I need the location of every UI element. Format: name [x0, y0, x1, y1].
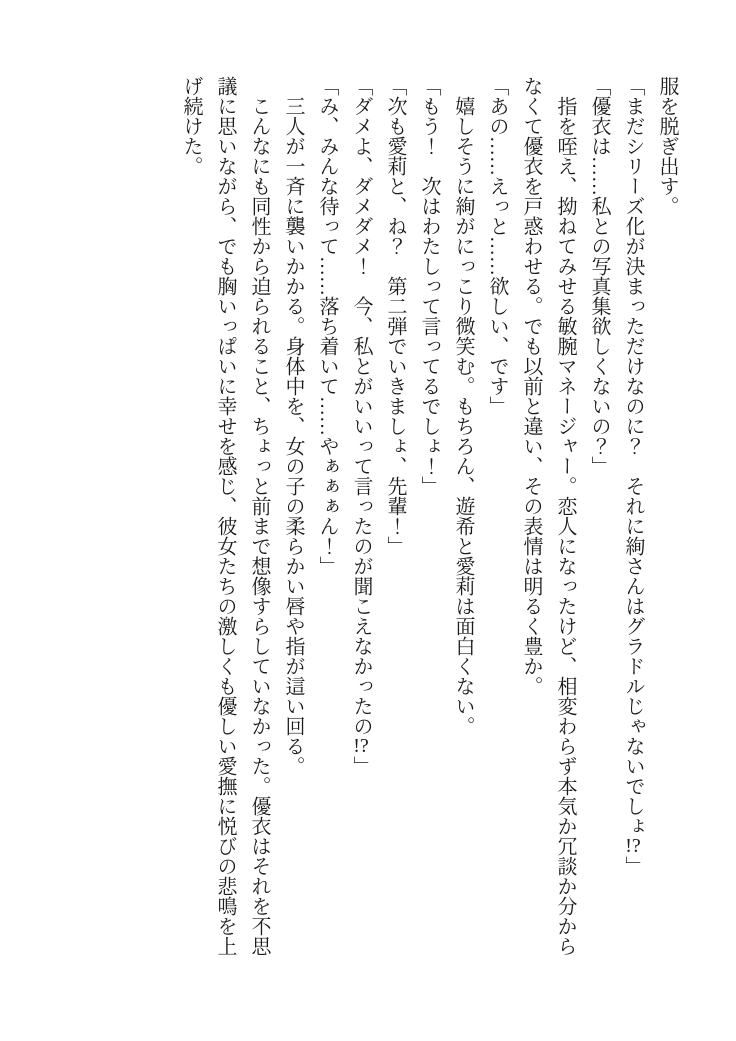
paragraph-dialogue: 「み、みんな待って……落ち着いて……やぁぁぁん！」: [316, 76, 338, 576]
paragraph-dialogue: 「優衣は……私との写真集欲しくないの？」: [588, 76, 610, 476]
paragraph-narration-continued: 服を脱ぎ出す。: [656, 76, 678, 216]
paragraph-narration: こんなにも同性から迫られること、ちょっと前まで想像すらしていなかった。優衣はそれを不思議に思いながら、でも胸いっぱいに幸せを感じ、彼女たちの激しくも優しい愛撫に悦びの悲鳴を上げ続けた。: [180, 76, 270, 956]
paragraph-dialogue: 「まだシリーズ化が決まっただけなのに？ それに絢さんはグラドルじゃないでしょ!?」: [622, 76, 644, 876]
paragraph-dialogue: 「もう！ 次はわたしって言ってるでしょ！」: [418, 76, 440, 496]
paragraph-dialogue: 「ダメよ、ダメダメ！ 今、私とがいいって言ったのが聞こえなかったの!?」: [350, 76, 372, 776]
paragraph-narration: 指を咥え、拗ねてみせる敏腕マネージャー。恋人になったけど、相変わらず本気か冗談か分からなくて優衣を戸惑わせる。でも以前と違い、その表情は明るく豊か。: [520, 76, 576, 956]
paragraph-narration: 嬉しそうに絢がにっこり微笑む。もちろん、遊希と愛莉は面白くない。: [452, 96, 474, 736]
paragraph-narration: 三人が一斉に襲いかかる。身体中を、女の子の柔らかい唇や指が這い回る。: [282, 96, 304, 776]
exclamation-question-mark: !?: [353, 736, 369, 756]
vertical-text-block: [174, 76, 684, 956]
paragraph-dialogue: 「あの……えっと……欲しい、です」: [486, 76, 508, 416]
exclamation-question-mark: !?: [625, 836, 641, 856]
paragraph-dialogue: 「次も愛莉と、ね？ 第二弾でいきましょ、先輩！」: [384, 76, 406, 556]
